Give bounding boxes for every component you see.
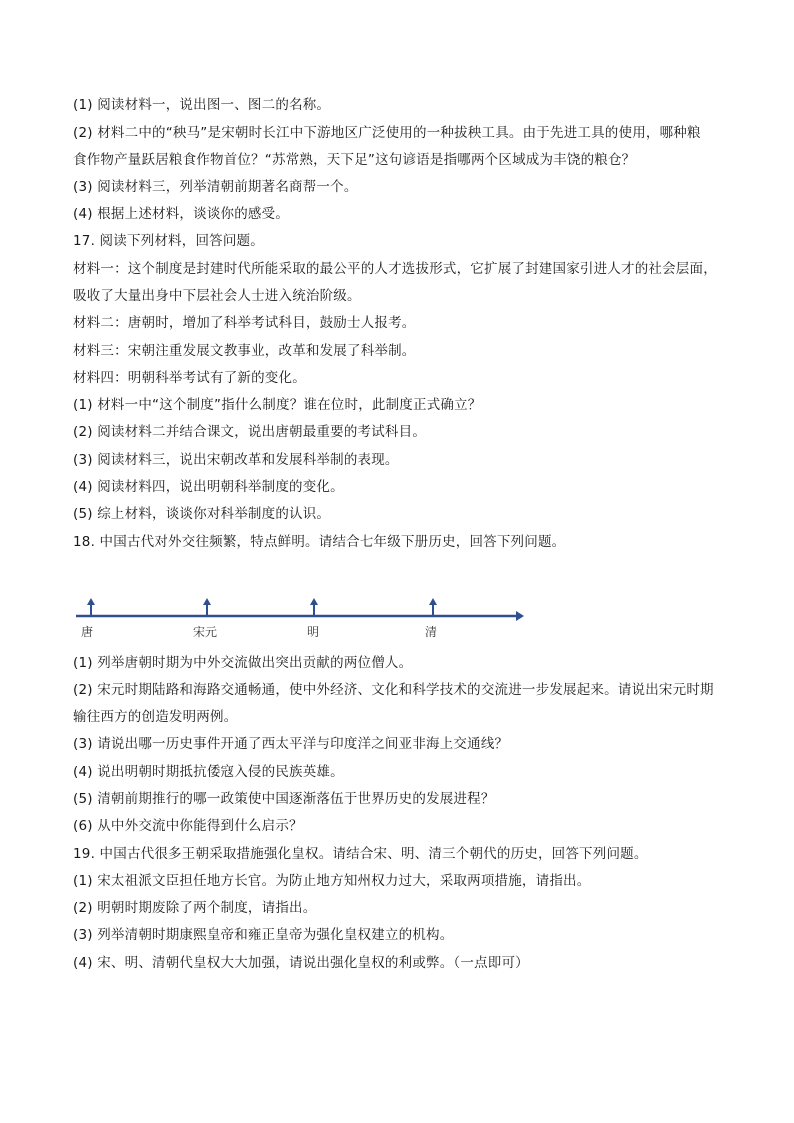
q19-sub4: (4) 宋、明、清朝代皇权大大加强，请说出强化皇权的利或弊。（一点即可） — [73, 955, 529, 971]
q16-sub1: (1) 阅读材料一，说出图一、图二的名称。 — [73, 97, 331, 113]
timeline-tick-songyuan — [203, 598, 211, 616]
dynasty-timeline — [70, 585, 530, 645]
q18-sub3: (3) 请说出哪一历史事件开通了西太平洋与印度洋之间亚非海上交通线？ — [73, 736, 509, 752]
q18-sub1: (1) 列举唐朝时期为中外交流做出突出贡献的两位僧人。 — [73, 655, 413, 671]
q19-title: 19. 中国古代很多王朝采取措施强化皇权。请结合宋、明、清三个朝代的历史，回答下列问题。 — [73, 846, 648, 862]
timeline-tick-qing — [429, 598, 437, 616]
q17-material1: 材料一：这个制度是封建时代所能采取的最公平的人才选拔形式，它扩展了封建国家引进人才的社会层面， — [73, 261, 717, 277]
q18-title: 18. 中国古代对外交往频繁，特点鲜明。请结合七年级下册历史，回答下列问题。 — [73, 534, 566, 550]
timeline-label-tang: 唐 — [81, 625, 94, 639]
q19-sub1: (1) 宋太祖派文臣担任地方长官。为防止地方知州权力过大，采取两项措施，请指出。 — [73, 873, 591, 889]
q18-sub5: (5) 清朝前期推行的哪一政策使中国逐渐落伍于世界历史的发展进程？ — [73, 791, 495, 807]
q17-material2: 材料二：唐朝时，增加了科举考试科目，鼓励士人报考。 — [73, 315, 416, 331]
q18-sub2: (2) 宋元时期陆路和海路交通畅通，使中外经济、文化和科学技术的交流进一步发展起来。请说出宋元时期 — [73, 682, 714, 698]
timeline-tick-tang — [87, 598, 95, 616]
q17-sub3: (3) 阅读材料三，说出宋朝改革和发展科举制的表现。 — [73, 452, 399, 468]
q16-sub2: (2) 材料二中的“秧马”是宋朝时长江中下游地区广泛使用的一种拔秧工具。由于先进工具的使用，哪种粮 — [73, 125, 701, 141]
timeline-arrowhead — [516, 611, 524, 621]
q19-sub3: (3) 列举清朝时期康熙皇帝和雍正皇帝为强化皇权建立的机构。 — [73, 927, 454, 943]
q17-sub4: (4) 阅读材料四，说出明朝科举制度的变化。 — [73, 479, 344, 495]
q17-sub2: (2) 阅读材料二并结合课文，说出唐朝最重要的考试科目。 — [73, 424, 427, 440]
timeline-label-songyuan: 宋元 — [193, 625, 218, 639]
timeline-label-ming: 明 — [307, 625, 320, 639]
q16-sub4: (4) 根据上述材料，谈谈你的感受。 — [73, 206, 290, 222]
timeline-tick-ming — [310, 598, 318, 616]
q17-material3: 材料三：宋朝注重发展文教事业，改革和发展了科举制。 — [73, 343, 416, 359]
timeline-label-qing: 清 — [425, 625, 438, 639]
q18-sub6: (6) 从中外交流中你能得到什么启示？ — [73, 818, 303, 834]
q17-sub1: (1) 材料一中“这个制度”指什么制度？谁在位时，此制度正式确立？ — [73, 397, 482, 413]
q19-sub2: (2) 明朝时期废除了两个制度，请指出。 — [73, 900, 317, 916]
q18-sub4: (4) 说出明朝时期抵抗倭寇入侵的民族英雄。 — [73, 764, 344, 780]
q17-title: 17. 阅读下列材料，回答问题。 — [73, 233, 264, 249]
q17-material4: 材料四：明朝科举考试有了新的变化。 — [73, 370, 306, 386]
q16-sub2-cont: 食作物产量跃居粮食作物首位？“苏常熟，天下足”这句谚语是指哪两个区域成为丰饶的粮仓？ — [73, 152, 636, 168]
q17-sub5: (5) 综上材料，谈谈你对科举制度的认识。 — [73, 506, 331, 522]
q16-sub3: (3) 阅读材料三，列举清朝前期著名商帮一个。 — [73, 179, 358, 195]
q17-material1-cont: 吸收了大量出身中下层社会人士进入统治阶级。 — [73, 288, 361, 304]
q18-sub2-cont: 输往西方的创造发明两例。 — [73, 709, 238, 725]
